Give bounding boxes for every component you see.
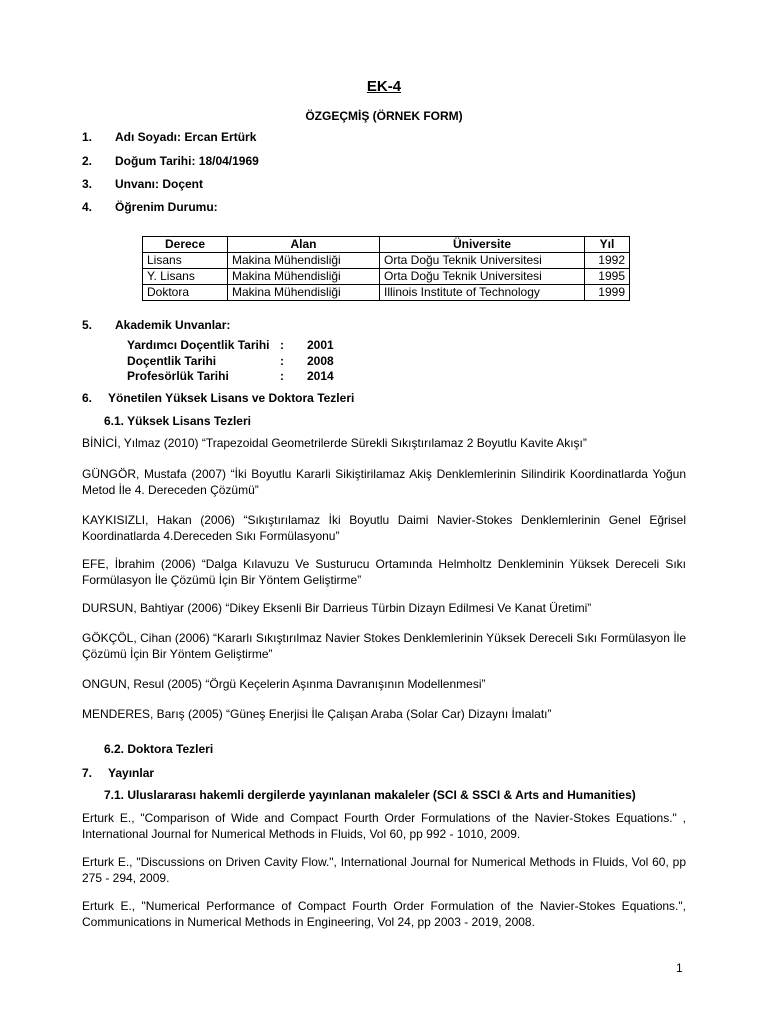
- table-cell: 1992: [585, 253, 630, 269]
- theses-heading: Yönetilen Yüksek Lisans ve Doktora Tezleri: [108, 391, 355, 405]
- table-cell: Y. Lisans: [143, 269, 228, 285]
- name-field: Adı Soyadı: Ercan Ertürk: [115, 130, 257, 144]
- column-header: Derece: [143, 237, 228, 253]
- item-number: 3.: [82, 177, 93, 191]
- table-row: [143, 269, 630, 285]
- phd-theses-heading: 6.2. Doktora Tezleri: [104, 742, 214, 756]
- column-header: Alan: [228, 237, 380, 253]
- colon: :: [280, 354, 284, 368]
- table-cell: Makina Mühendisliği: [228, 285, 380, 301]
- table-cell: Makina Mühendisliği: [228, 253, 380, 269]
- education-table: [142, 236, 630, 301]
- table-cell: 1995: [585, 269, 630, 285]
- item-number: 4.: [82, 200, 93, 214]
- academic-title-label: Yardımcı Doçentlik Tarihi: [127, 338, 270, 352]
- table-cell: Makina Mühendisliği: [228, 269, 380, 285]
- table-cell: Orta Doğu Teknik Universitesi: [380, 253, 585, 269]
- table-row: [143, 285, 630, 301]
- table-header-row: [143, 237, 630, 253]
- document-title: EK-4: [366, 78, 402, 95]
- publication-entry: Erturk E., "Comparison of Wide and Compact Fourth Order Formulations of the Navier-Stokes Equations." , International Journal for Numerical Methods in Fluids, Vol 60, pp 992 - 1010, 2009.: [82, 811, 686, 841]
- publications-heading: Yayınlar: [108, 766, 155, 780]
- table-cell: Illinois Institute of Technology: [380, 285, 585, 301]
- academic-title-label: Doçentlik Tarihi: [127, 354, 217, 368]
- education-heading: Öğrenim Durumu:: [115, 200, 218, 214]
- thesis-entry: MENDERES, Barış (2005) “Güneş Enerjisi İle Çalışan Araba (Solar Car) Dizaynı İmalatı”: [82, 707, 552, 721]
- academic-titles-heading: Akademik Unvanlar:: [115, 318, 231, 332]
- section-number: 5.: [82, 318, 93, 332]
- academic-title-year: 2001: [307, 338, 334, 352]
- title-field: Unvanı: Doçent: [115, 177, 204, 191]
- thesis-entry: GÖKÇÖL, Cihan (2006) “Kararlı Sıkıştırılmaz Navier Stokes Denklemlerinin Yüksek Dereceli Sıkı Formülasyon İle Çözümü İçin Bir Yöntem Geliştirme”: [82, 631, 686, 661]
- thesis-entry: GÜNGÖR, Mustafa (2007) “İki Boyutlu Kararli Sikiştirilamaz Akiş Denklemlerinin Silindirik Koordinatlarda Yoğun Metod İle 4. Dereceden Çözümü”: [82, 467, 686, 497]
- publication-entry: Erturk E., "Numerical Performance of Compact Fourth Order Formulation of the Navier-Stokes Equations.", Communications in Numerical Methods in Engineering, Vol 24, pp 2003 - 2019, 2008.: [82, 899, 686, 929]
- item-number: 2.: [82, 154, 93, 168]
- international-articles-heading: 7.1. Uluslararası hakemli dergilerde yayınlanan makaleler (SCI & SSCI & Arts and Humanities): [104, 788, 636, 802]
- item-number: 1.: [82, 130, 93, 144]
- masters-theses-heading: 6.1. Yüksek Lisans Tezleri: [104, 414, 251, 428]
- thesis-entry: KAYKISIZLI, Hakan (2006) “Sıkıştırılamaz İki Boyutlu Daimi Navier-Stokes Denklemlerinin Genel Eğrisel Koordinatlarda 4.Dereceden Sıkı Formülasyonu”: [82, 513, 686, 543]
- section-number: 7.: [82, 766, 93, 780]
- table-cell: Lisans: [143, 253, 228, 269]
- document-subtitle: ÖZGEÇMİŞ (ÖRNEK FORM): [305, 109, 463, 123]
- academic-title-year: 2008: [307, 354, 334, 368]
- table-row: [143, 253, 630, 269]
- birth-date-field: Doğum Tarihi: 18/04/1969: [115, 154, 259, 168]
- publication-entry: Erturk E., "Discussions on Driven Cavity Flow.", International Journal for Numerical Methods in Fluids, Vol 60, pp 275 - 294, 2009.: [82, 855, 686, 885]
- thesis-entry: BİNİCİ, Yılmaz (2010) “Trapezoidal Geometrilerde Sürekli Sıkıştırılamaz 2 Boyutlu Kavite Akışı”: [82, 436, 587, 450]
- thesis-entry: EFE, İbrahim (2006) “Dalga Kılavuzu Ve Susturucu Ortamında Helmholtz Denkleminin Yüksek Dereceli Sıkı Formülasyon İle Çözümü İçin Bir Yöntem Geliştirme”: [82, 557, 686, 587]
- column-header: Üniversite: [380, 237, 585, 253]
- table-cell: Orta Doğu Teknik Universitesi: [380, 269, 585, 285]
- table-cell: 1999: [585, 285, 630, 301]
- column-header: Yıl: [585, 237, 630, 253]
- academic-title-year: 2014: [307, 369, 334, 383]
- colon: :: [280, 338, 284, 352]
- section-number: 6.: [82, 391, 93, 405]
- page-number: 1: [676, 961, 683, 975]
- academic-title-label: Profesörlük Tarihi: [127, 369, 229, 383]
- colon: :: [280, 369, 284, 383]
- table-cell: Doktora: [143, 285, 228, 301]
- thesis-entry: ONGUN, Resul (2005) “Örgü Keçelerin Aşınma Davranışının Modellenmesi”: [82, 677, 486, 691]
- thesis-entry: DURSUN, Bahtiyar (2006) “Dikey Eksenli Bir Darrieus Türbin Dizayn Edilmesi Ve Kanat Üretimi”: [82, 601, 592, 615]
